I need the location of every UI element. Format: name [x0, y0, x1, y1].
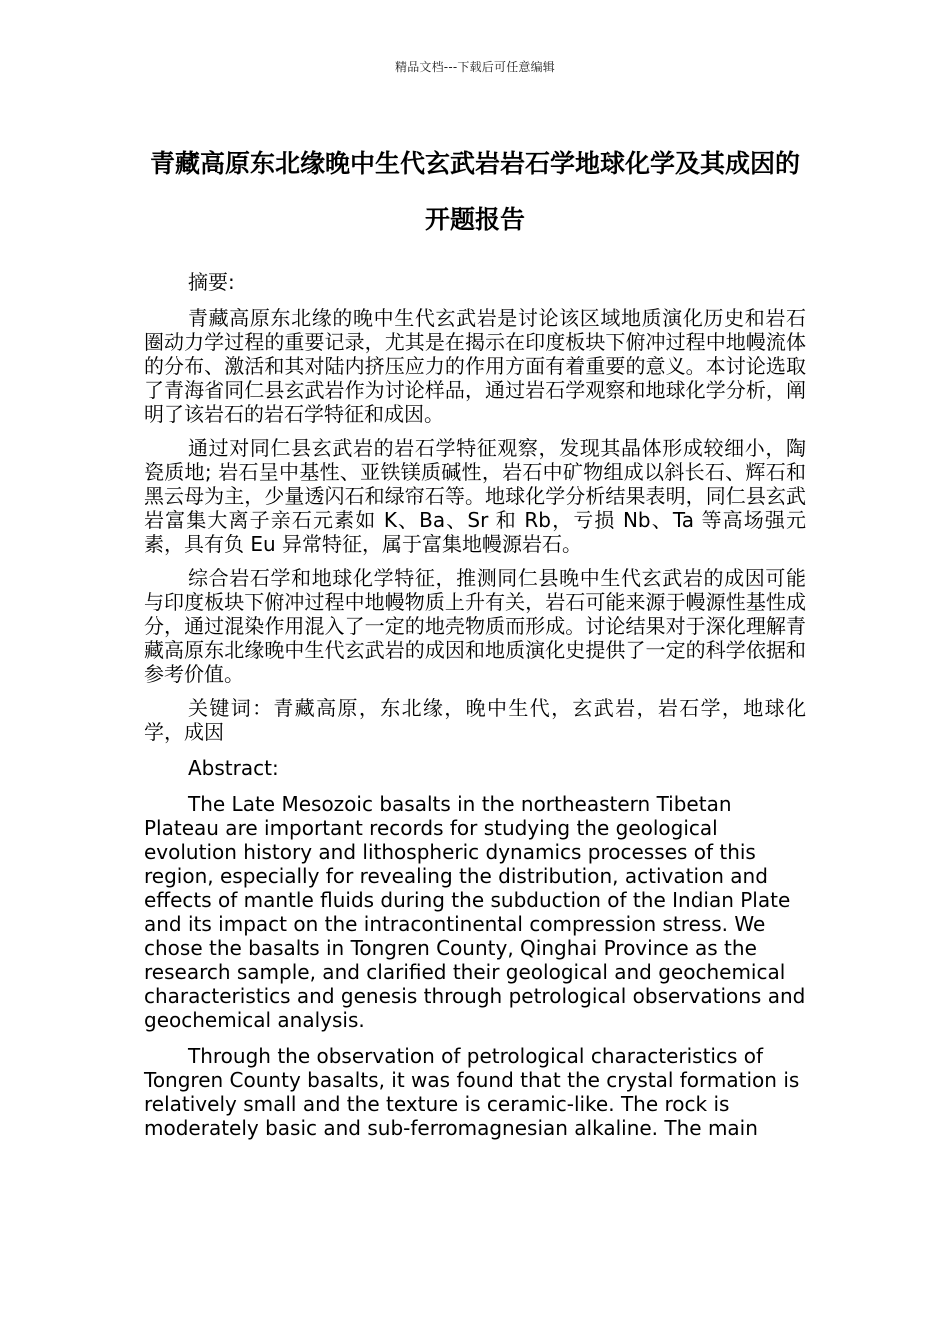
abstract-en-paragraph-2: Through the observation of petrological characteristics of Tongren County basalts, it was found that the crystal formation is relatively small and the texture is ceramic-like. The rock is moderately basic and sub-ferromagnesian alkaline. The main	[144, 1044, 800, 1140]
document-body	[144, 268, 806, 1152]
abstract-cn-paragraph-1: 青藏高原东北缘的晚中生代玄武岩是讨论该区域地质演化历史和岩石圈动力学过程的重要记录，尤其是在揭示在印度板块下俯冲过程中地幔流体的分布、激活和其对陆内挤压应力的作用方面有着重要的意义。本讨论选取了青海省同仁县玄武岩作为讨论样品，通过岩石学观察和地球化学分析，阐明了该岩石的岩石学特征和成因。	[144, 306, 806, 426]
abstract-cn-label: 摘要:	[188, 270, 235, 294]
abstract-cn-paragraph-2: 通过对同仁县玄武岩的岩石学特征观察，发现其晶体形成较细小，陶瓷质地; 岩石呈中基性、亚铁镁质碱性，岩石中矿物组成以斜长石、辉石和黑云母为主，少量透闪石和绿帘石等。地球化学分析结果表明，同仁县玄武岩富集大离子亲石元素如 K、Ba、Sr 和 Rb，亏损 Nb、Ta 等高场强元素，具有负 Eu 异常特征，属于富集地幔源岩石。	[144, 436, 806, 556]
abstract-en-label: Abstract:	[188, 756, 279, 780]
keywords-cn: 关键词：青藏高原，东北缘，晚中生代，玄武岩，岩石学，地球化学，成因	[144, 696, 806, 744]
abstract-cn-paragraph-3: 综合岩石学和地球化学特征，推测同仁县晚中生代玄武岩的成因可能与印度板块下俯冲过程中地幔物质上升有关，岩石可能来源于幔源性基性成分，通过混染作用混入了一定的地壳物质而形成。讨论结果对于深化理解青藏高原东北缘晚中生代玄武岩的成因和地质演化史提供了一定的科学依据和参考价值。	[144, 566, 806, 686]
abstract-en-paragraph-1: The Late Mesozoic basalts in the northeastern Tibetan Plateau are important records for studying the geological evolution history and lithospheric dynamics processes of this region, especially for revealing the distribution, activation and effects of mantle fluids during the subduction of the Indian Plate and its impact on the intracontinental compression stress. We chose the basalts in Tongren County, Qinghai Province as the research sample, and clarified their geological and geochemical characteristics and genesis through petrological observations and geochemical analysis.	[144, 792, 806, 1032]
document-title: 青藏高原东北缘晚中生代玄武岩岩石学地球化学及其成因的开题报告	[149, 149, 800, 234]
header-note: 精品文档---下载后可任意编辑	[395, 60, 555, 74]
